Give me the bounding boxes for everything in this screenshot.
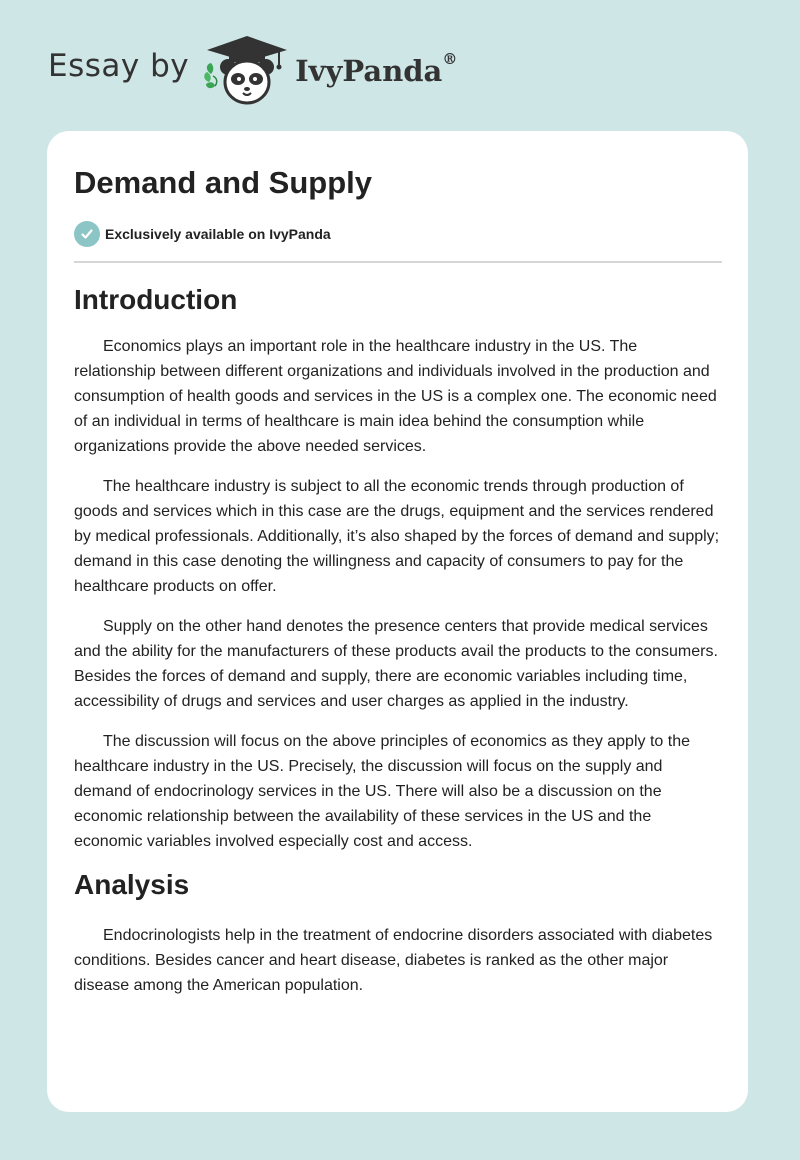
site-header bbox=[48, 30, 457, 110]
section-heading: Introduction bbox=[74, 284, 238, 315]
brand-name-text: IvyPanda bbox=[295, 54, 443, 88]
ivypanda-logo-link[interactable] bbox=[203, 30, 457, 110]
paragraph: Supply on the other hand denotes the presence centers that provide medical services and the ability for the manufacturers of these products avail the products to the consumers. Besides the forces of demand and supply, there are economic variables including time, accessibility of drugs and services and user charges as applied in the industry. bbox=[74, 618, 718, 710]
page-title: Demand and Supply bbox=[74, 165, 372, 200]
essay-body bbox=[74, 281, 722, 1013]
section-analysis bbox=[74, 869, 722, 998]
paragraph: The discussion will focus on the above principles of economics as they apply to the healthcare industry in the US. Precisely, the discussion will focus on the supply and demand of endocrinology services in the US. There will also be a discussion on the economic relationship between the availability of these services in the US and the economic variables involved especially cost and access. bbox=[74, 733, 690, 850]
exclusive-badge bbox=[74, 221, 331, 247]
paragraph: Endocrinologists help in the treatment of endocrine disorders associated with diabetes conditions. Besides cancer and heart disease, diabetes is ranked as the other major disease among the American population. bbox=[74, 927, 713, 994]
panda-graduate-icon bbox=[203, 30, 291, 110]
title-divider bbox=[74, 261, 722, 263]
registered-mark: ® bbox=[442, 50, 458, 68]
paragraph: The healthcare industry is subject to all the economic trends through production of goods and services which in this case are the drugs, equipment and the services rendered by medical professionals. Additionally, it’s also shaped by the forces of demand and supply; demand in this case denoting the willingness and capacity of consumers to pay for the healthcare products on offer. bbox=[74, 478, 720, 595]
exclusive-badge-label: Exclusively available on IvyPanda bbox=[105, 226, 331, 242]
brand-name bbox=[295, 50, 458, 88]
essay-by-label: Essay by bbox=[48, 48, 190, 84]
essay-card bbox=[47, 131, 748, 1112]
section-heading: Analysis bbox=[74, 869, 190, 900]
section-introduction bbox=[74, 284, 722, 854]
paragraph: Economics plays an important role in the healthcare industry in the US. The relationship between different organizations and individuals involved in the production and consumption of health goods and services in the US is a complex one. The economic need of an individual in terms of healthcare is main idea behind the consumption while organizations provide the above needed services. bbox=[74, 338, 717, 455]
check-circle-icon bbox=[74, 221, 100, 247]
